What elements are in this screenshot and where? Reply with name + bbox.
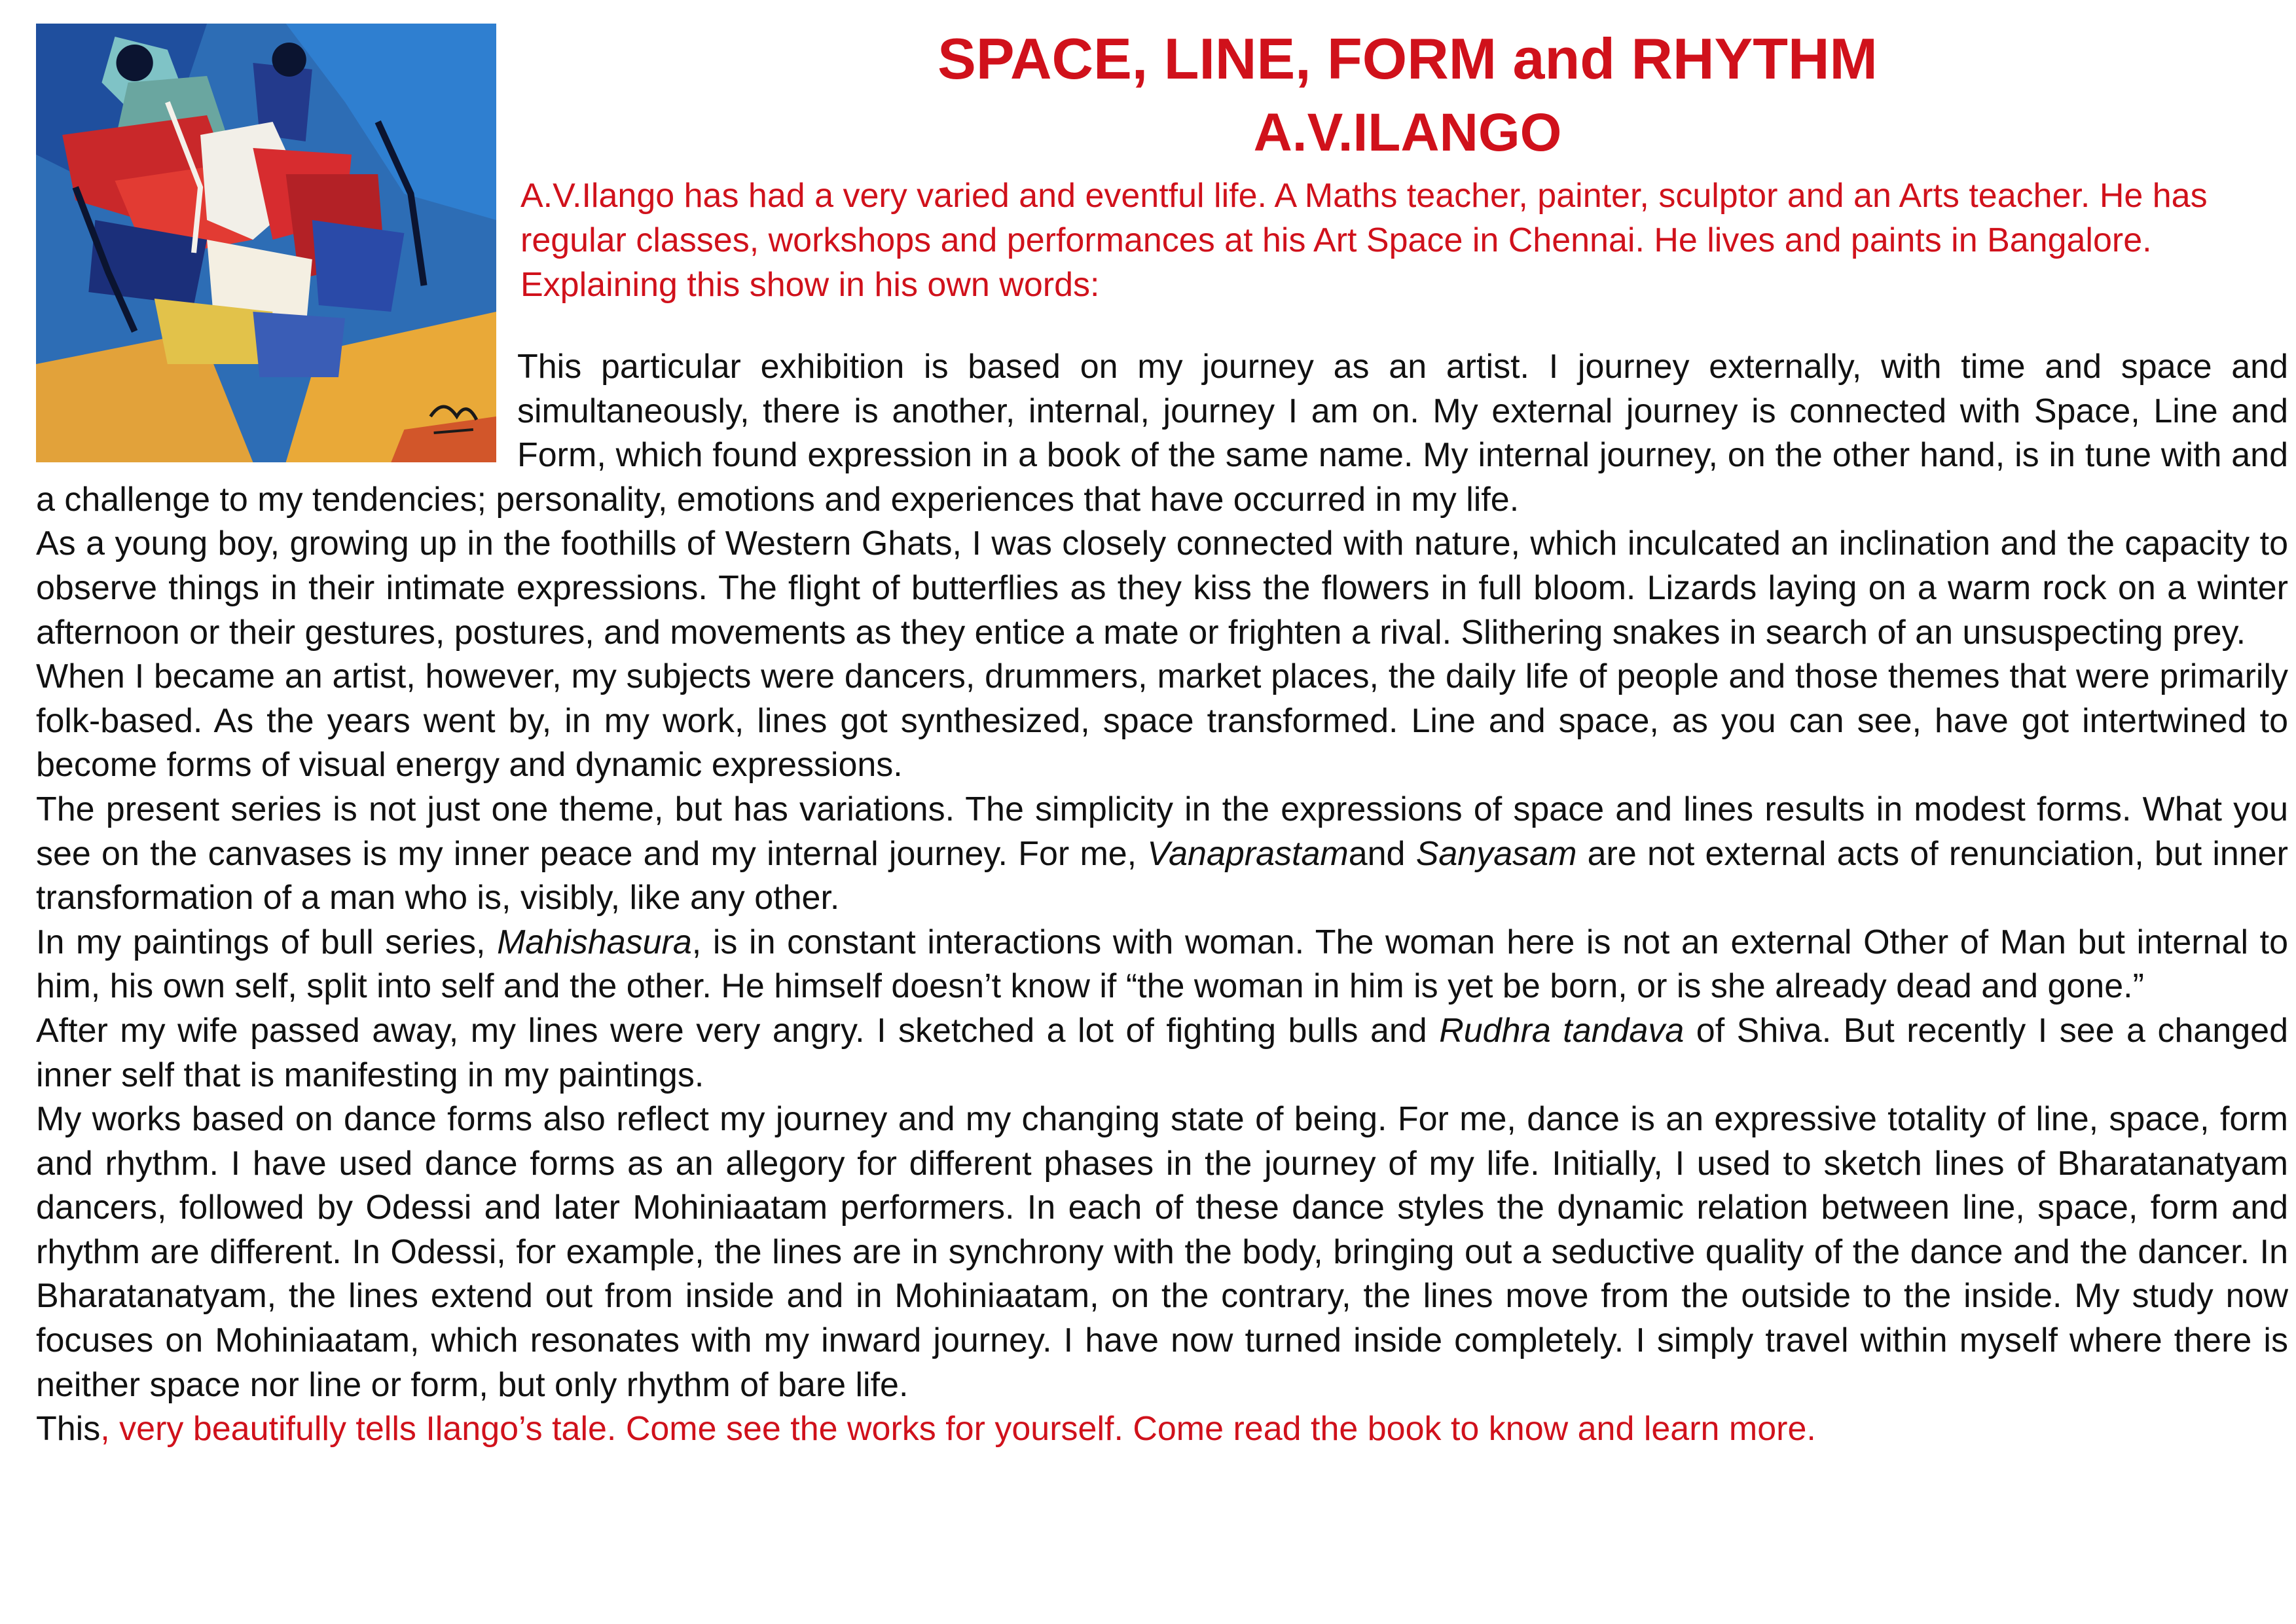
paragraph-childhood: As a young boy, growing up in the foothills of Western Ghats, I was closely connected with nature, which inculcated an inclination and the capacity to observe things in their intimate expressions. The flight of butterflies as they kiss the flowers in full bloom. Lizards laying on a warm rock on a winter afternoon or their gestures, postures, and movements as they entice a mate or frighten a rival. Slithering snakes in search of an unsuspecting prey. [36, 525, 2288, 652]
text-run: After my wife passed away, my lines were very angry. I sketched a lot of fighting bulls and [36, 1011, 1440, 1050]
text-run: are not external acts of renunciation, but inner transformation of a man who is, visibly, like any other. [36, 834, 2288, 917]
italic-term: Rudhra tandava [1439, 1011, 1685, 1050]
article-body [36, 345, 2288, 1596]
closing-paragraph [36, 1407, 2288, 1452]
text-run: and [1348, 834, 1416, 873]
paragraph-dance-forms: My works based on dance forms also reflect my journey and my changing state of being. For me, dance is an expressive totality of line, space, form and rhythm. I have used dance forms as an allegory for different phases in the journey of my life. Initially, I used to sketch lines of Bharatanatyam dancers, followed by Odessi and later Mohiniaatam performers. In each of these dance styles the dynamic relation between line, space, form and rhythm are different. In Odessi, for example, the lines are in synchrony with the body, bringing out a seductive quality of the dance and the dancer. In Bharatanatyam, the lines extend out from inside and in Mohiniaatam, on the contrary, the lines move from the outside to the inside. My study now focuses on Mohiniaatam, which resonates with my inward journey. I have now turned inside completely. I simply travel within myself where there is neither space nor line or form, but only rhythm of bare life. [36, 1100, 2288, 1404]
text-run: In my paintings of bull series, [36, 923, 498, 961]
italic-term: Mahishasura [497, 923, 692, 961]
italic-term: Vanaprastam [1147, 834, 1349, 873]
paragraph-subjects: When I became an artist, however, my subjects were dancers, drummers, market places, the daily life of people and those themes that were primarily folk-based. As the years went by, in my work, lines got synthesized, space transformed. Line and space, as you can see, have got intertwined to become forms of visual energy and dynamic expressions. [36, 657, 2288, 784]
text-run: This [36, 1410, 101, 1449]
page-title: SPACE, LINE, FORM and RHYTHM [938, 26, 1878, 91]
text-run: of Shiva. But recently I see a changed inner self that is manifesting in my paintings. [36, 1011, 2288, 1094]
italic-term: Sanyasam [1415, 834, 1577, 873]
paragraph-present-series [36, 788, 2288, 921]
image-wrap-spacer [36, 345, 517, 476]
artist-name: A.V.ILANGO [1253, 103, 1562, 162]
paragraph-bull-series [36, 921, 2288, 1009]
text-run: , is in constant interactions with woman. The woman here is not an external Other of Man but internal to him, his own self, split into self and the other. He himself doesn’t know if “the woman in him is yet be born, or is she already dead and gone.” [36, 923, 2288, 1006]
paragraph-angry-lines [36, 1009, 2288, 1098]
text-run: , very beautifully tells Ilango’s tale. Come see the works for yourself. Come read the book to know and learn more. [100, 1410, 1816, 1449]
intro-paragraph: A.V.Ilango has had a very varied and eventful life. A Maths teacher, painter, sculptor and an Arts teacher. He has regular classes, workshops and performances at his Art Space in Chennai. He lives and paints in Bangalore. Explaining this show in his own words: [520, 177, 2208, 304]
paragraph-journey: This particular exhibition is based on my journey as an artist. I journey externally, with time and space and simultaneously, there is another, internal, journey I am on. My external journey is connected with Space, Line and Form, which found expression in a book of the same name. My internal journey, on the other hand, is in tune with and a challenge to my tendencies; personality, emotions and experiences that have occurred in my life. [36, 348, 2288, 519]
text-run: The present series is not just one theme, but has variations. The simplicity in the expressions of space and lines results in modest forms. What you see on the canvases is my inner peace and my internal journey. For me, [36, 790, 2288, 873]
